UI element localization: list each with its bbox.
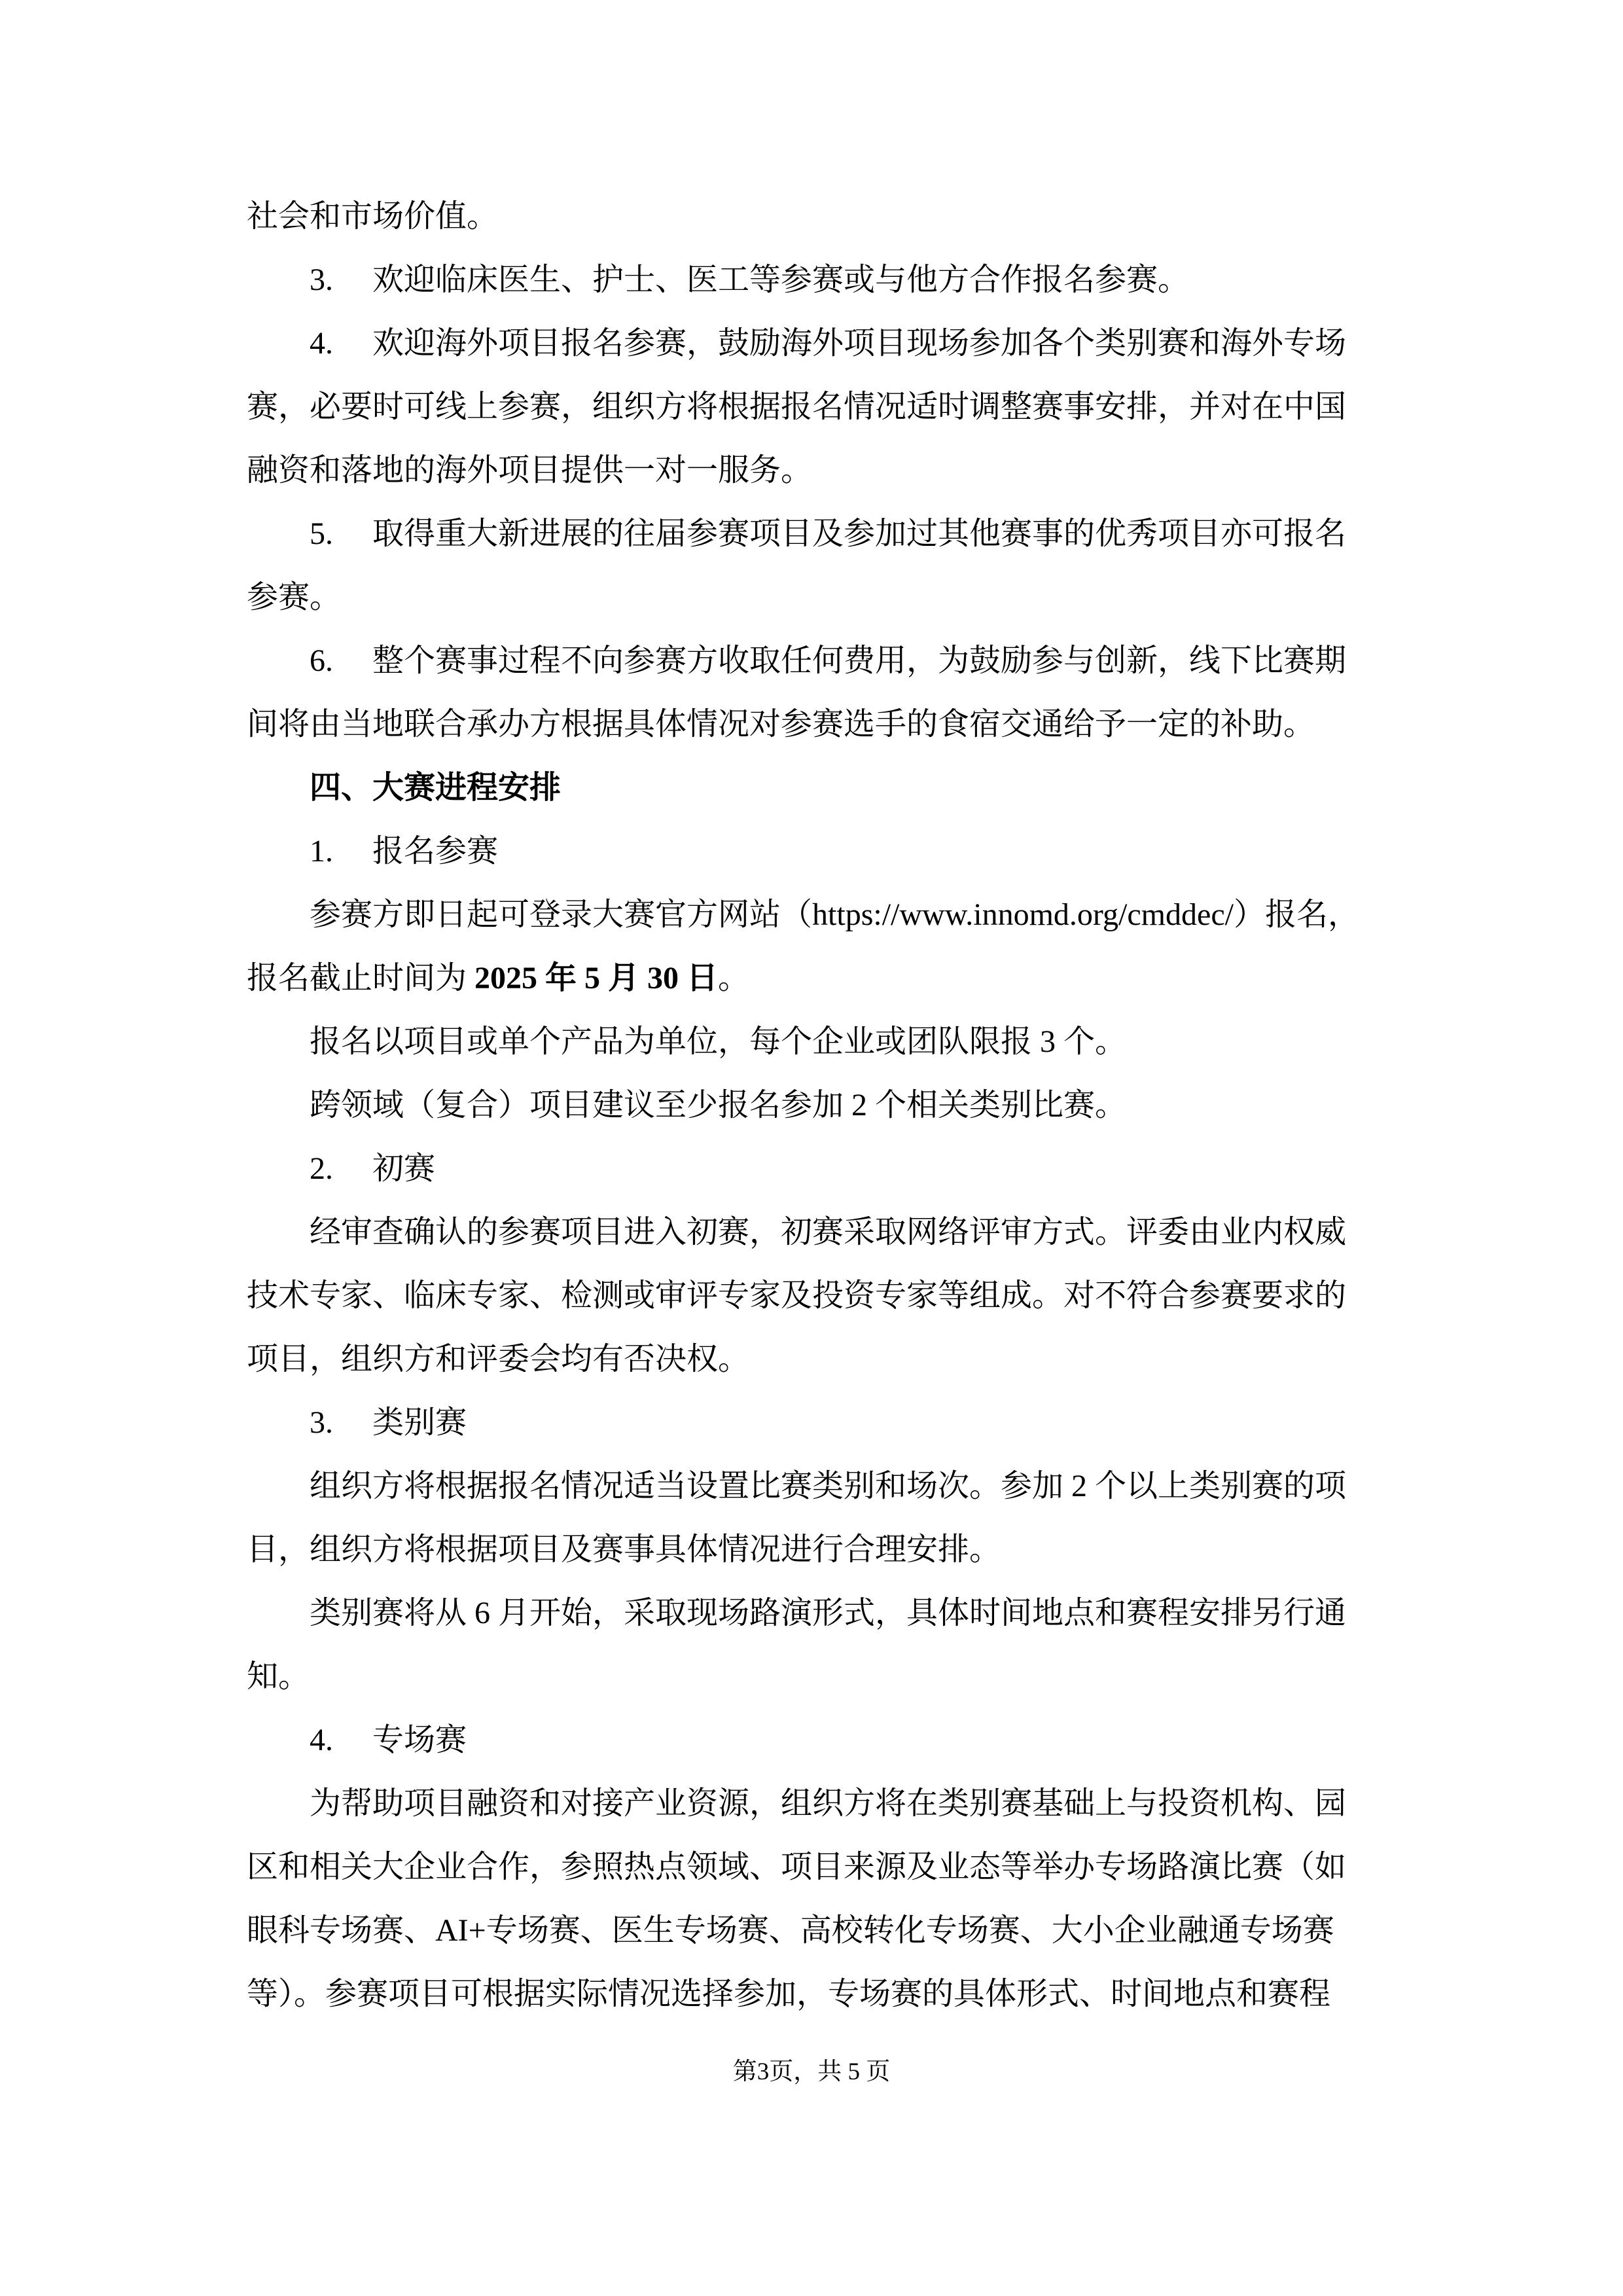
text-segment: 报名以项目或单个产品为单位，每个企业或团队限报 3 个。 (310, 1024, 1127, 1059)
text-segment: 等）。参赛项目可根据实际情况选择参加，专场赛的具体形式、时间地点和赛程 (247, 1977, 1331, 2011)
text-segment: 四、大赛进程安排 (310, 770, 562, 805)
list-item-line (247, 629, 1378, 692)
text-line (247, 1645, 1378, 1708)
text-segment: 经审查确认的参赛项目进入初赛，初赛采取网络评审方式。评委由业内权威 (310, 1215, 1347, 1249)
text-line (247, 565, 1378, 629)
page-footer: 第3页，共 5 页 (732, 2058, 891, 2085)
text-line (247, 946, 1378, 1010)
text-segment: 参赛。 (247, 580, 342, 615)
list-item-number: 3. (310, 262, 333, 297)
text-segment: 项目，组织方和评委会均有否决权。 (247, 1342, 750, 1376)
competition-website-url: https://www.innomd.org/cmddec/ (812, 897, 1234, 932)
text-segment: 跨领域（复合）项目建议至少报名参加 2 个相关类别比赛。 (310, 1088, 1127, 1122)
list-item-line (247, 1708, 1378, 1772)
text-segment: 眼科专场赛、AI+专场赛、医生专场赛、高校转化专场赛、大小企业融通专场赛 (247, 1913, 1334, 1948)
text-line (247, 1264, 1378, 1327)
text-segment: 区和相关大企业合作，参照热点领域、项目来源及业态等举办专场路演比赛（如 (247, 1850, 1347, 1884)
text-segment: 专场赛 (372, 1723, 467, 1757)
text-segment: 欢迎海外项目报名参赛，鼓励海外项目现场参加各个类别赛和海外专场 (372, 326, 1347, 361)
text-line (247, 1200, 1378, 1264)
list-item-number: 4. (310, 326, 333, 361)
text-line (247, 692, 1378, 756)
text-line (247, 1327, 1378, 1391)
text-line (247, 185, 1378, 248)
list-item-line (247, 248, 1378, 312)
text-segment: 目，组织方将根据项目及赛事具体情况进行合理安排。 (247, 1532, 1001, 1567)
text-line (247, 1835, 1378, 1899)
text-segment: 类别赛 (372, 1405, 467, 1440)
text-segment: 技术专家、临床专家、检测或审评专家及投资专家等组成。对不符合参赛要求的 (247, 1278, 1347, 1313)
list-item-line (247, 1137, 1378, 1200)
text-segment: 参赛方即日起可登录大赛官方网站（ (310, 897, 813, 932)
text-line (247, 1962, 1378, 2026)
text-segment: 。 (718, 961, 750, 996)
section-heading (247, 756, 1378, 819)
text-segment: 赛，必要时可线上参赛，组织方将根据报名情况适时调整赛事安排，并对在中国 (247, 389, 1347, 424)
list-item-number: 6. (310, 643, 333, 678)
text-line (247, 375, 1378, 439)
text-line (247, 1518, 1378, 1581)
list-item-line (247, 1391, 1378, 1454)
text-segment: 组织方将根据报名情况适当设置比赛类别和场次。参加 2 个以上类别赛的项 (310, 1469, 1347, 1503)
text-line (247, 1010, 1378, 1073)
list-item-number: 4. (310, 1723, 333, 1757)
text-line (247, 439, 1378, 502)
list-item-line (247, 502, 1378, 565)
text-line (247, 883, 1378, 946)
text-segment: 为帮助项目融资和对接产业资源，组织方将在类别赛基础上与投资机构、园 (310, 1786, 1347, 1821)
list-item-number: 3. (310, 1405, 333, 1440)
text-segment: 报名参赛 (372, 834, 499, 869)
document-body (247, 185, 1378, 2026)
registration-deadline: 2025 年 5 月 30 日 (474, 961, 719, 996)
text-segment: 欢迎临床医生、护士、医工等参赛或与他方合作报名参赛。 (372, 262, 1190, 297)
text-line (247, 1073, 1378, 1137)
text-segment: ）报名， (1233, 897, 1359, 932)
list-item-number: 2. (310, 1151, 333, 1186)
list-item-line (247, 819, 1378, 883)
text-segment: 类别赛将从 6 月开始，采取现场路演形式，具体时间地点和赛程安排另行通 (310, 1596, 1347, 1630)
text-line (247, 1454, 1378, 1518)
text-line (247, 1581, 1378, 1645)
text-segment: 知。 (247, 1659, 310, 1694)
text-segment: 初赛 (372, 1151, 436, 1186)
list-item-number: 5. (310, 516, 333, 551)
text-segment: 社会和市场价值。 (247, 199, 499, 234)
text-segment: 间将由当地联合承办方根据具体情况对参赛选手的食宿交通给予一定的补助。 (247, 707, 1315, 742)
text-line (247, 1899, 1378, 1962)
list-item-line (247, 312, 1378, 375)
text-segment: 整个赛事过程不向参赛方收取任何费用，为鼓励参与创新，线下比赛期 (372, 643, 1347, 678)
text-segment: 报名截止时间为 (247, 961, 475, 996)
list-item-number: 1. (310, 834, 333, 869)
text-segment: 融资和落地的海外项目提供一对一服务。 (247, 453, 813, 488)
text-line (247, 1772, 1378, 1835)
text-segment: 取得重大新进展的往届参赛项目及参加过其他赛事的优秀项目亦可报名 (372, 516, 1347, 551)
